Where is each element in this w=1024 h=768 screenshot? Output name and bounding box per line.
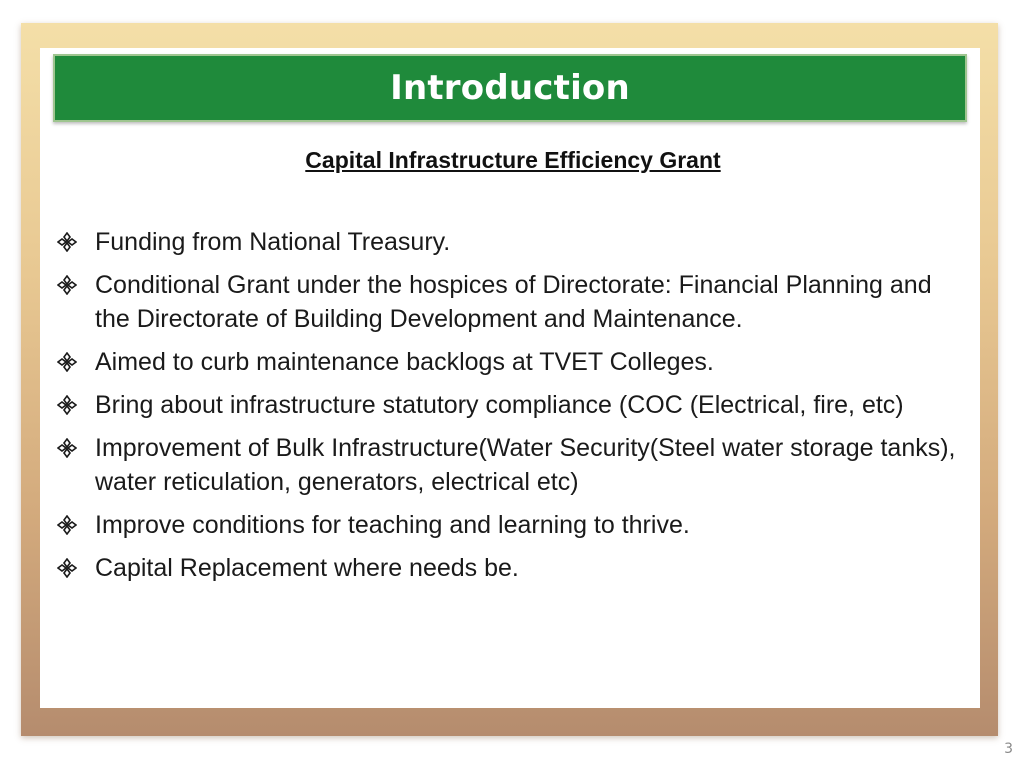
bullet-item [57,268,972,336]
bullet-text: Aimed to curb maintenance backlogs at TVET Colleges. [95,348,714,376]
four-diamond-bullet-icon [57,551,85,585]
bullet-text: Improvement of Bulk Infrastructure(Water Security(Steel water storage tanks), water reticulation, generators, electrical etc) [95,434,956,496]
bullet-text: Improve conditions for teaching and learning to thrive. [95,511,690,539]
bullet-item [57,508,972,542]
four-diamond-bullet-icon [57,508,85,542]
page-number: 3 [1004,741,1013,757]
slide-frame [21,23,998,736]
bullet-item [57,225,972,259]
four-diamond-bullet-icon [57,388,85,422]
bullet-item [57,345,972,379]
subtitle-text: Capital Infrastructure Efficiency Grant [305,147,721,173]
slide-subtitle [40,147,986,174]
bullet-item [57,431,972,499]
four-diamond-bullet-icon [57,268,85,302]
bullet-text: Conditional Grant under the hospices of Directorate: Financial Planning and the Directorate of Building Development and Maintenance. [95,271,932,333]
bullet-list [57,225,972,594]
bullet-text: Capital Replacement where needs be. [95,554,519,582]
slide-content-panel [40,48,980,708]
bullet-item [57,388,972,422]
four-diamond-bullet-icon [57,431,85,465]
bullet-text: Bring about infrastructure statutory compliance (COC (Electrical, fire, etc) [95,391,904,419]
title-banner [53,54,967,122]
bullet-text: Funding from National Treasury. [95,228,451,256]
four-diamond-bullet-icon [57,225,85,259]
bullet-item [57,551,972,585]
four-diamond-bullet-icon [57,345,85,379]
slide-title: Introduction [390,68,630,108]
